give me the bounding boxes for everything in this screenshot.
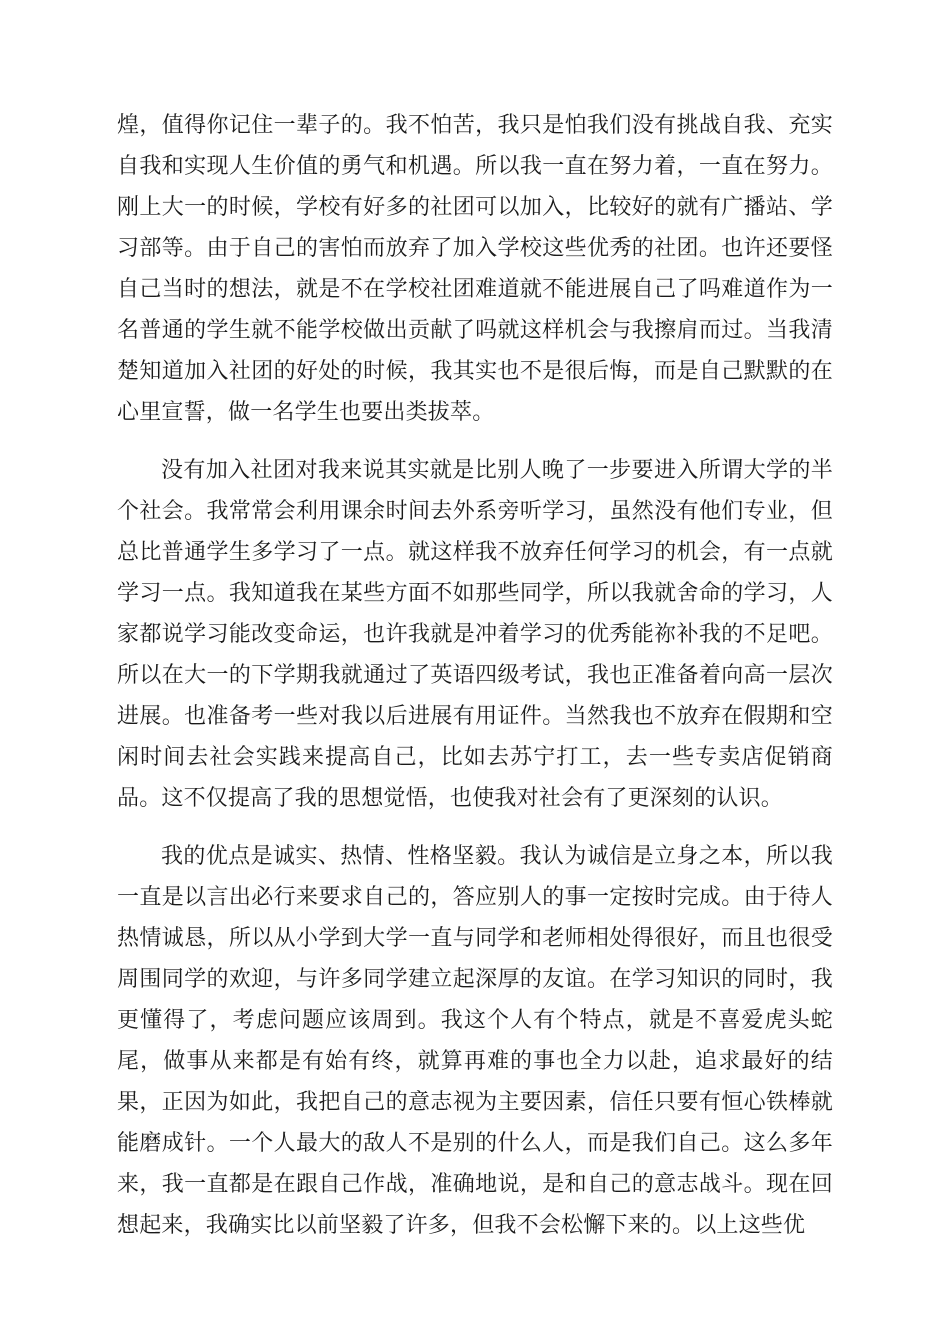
paragraph-3: 我的优点是诚实、热情、性格坚毅。我认为诚信是立身之本，所以我一直是以言出必行来要求自己的，答应别人的事一定按时完成。由于待人热情诚恳，所以从小学到大学一直与同学和老师相处得很好，而且也很受周围同学的欢迎，与许多同学建立起深厚的友谊。在学习知识的同时，我更懂得了，考虑问题应该周到。我这个人有个特点，就是不喜爱虎头蛇尾，做事从来都是有始有终，就算再难的事也全力以赴，追求最好的结果，正因为如此，我把自己的意志视为主要因素，信任只要有恒心铁棒就能磨成针。一个人最大的敌人不是别的什么人，而是我们自己。这么多年来，我一直都是在跟自己作战，准确地说，是和自己的意志战斗。现在回想起来，我确实比以前坚毅了许多，但我不会松懈下来的。以上这些优	[117, 844, 833, 1238]
paragraph-1: 煌，值得你记住一辈子的。我不怕苦，我只是怕我们没有挑战自我、充实自我和实现人生价值的勇气和机遇。所以我一直在努力着，一直在努力。刚上大一的时候，学校有好多的社团可以加入，比较好的就有广播站、学习部等。由于自己的害怕而放弃了加入学校这些优秀的社团。也许还要怪自己当时的想法，就是不在学校社团难道就不能进展自己了吗难道作为一名普通的学生就不能学校做出贡献了吗就这样机会与我擦肩而过。当我清楚知道加入社团的好处的时候，我其实也不是很后悔，而是自己默默的在心里宣誓，做一名学生也要出类拔萃。	[117, 113, 833, 425]
document-body	[117, 105, 833, 1263]
paragraph-2: 没有加入社团对我来说其实就是比别人晚了一步要进入所谓大学的半个社会。我常常会利用课余时间去外系旁听学习，虽然没有他们专业，但总比普通学生多学习了一点。就这样我不放弃任何学习的机会，有一点就学习一点。我知道我在某些方面不如那些同学，所以我就舍命的学习，人家都说学习能改变命运，也许我就是冲着学习的优秀能祢补我的不足吧。所以在大一的下学期我就通过了英语四级考试，我也正准备着向高一层次进展。也准备考一些对我以后进展有用证件。当然我也不放弃在假期和空闲时间去社会实践来提高自己，比如去苏宁打工，去一些专卖店促销商品。这不仅提高了我的思想觉悟，也使我对社会有了更深刻的认识。	[117, 458, 833, 811]
